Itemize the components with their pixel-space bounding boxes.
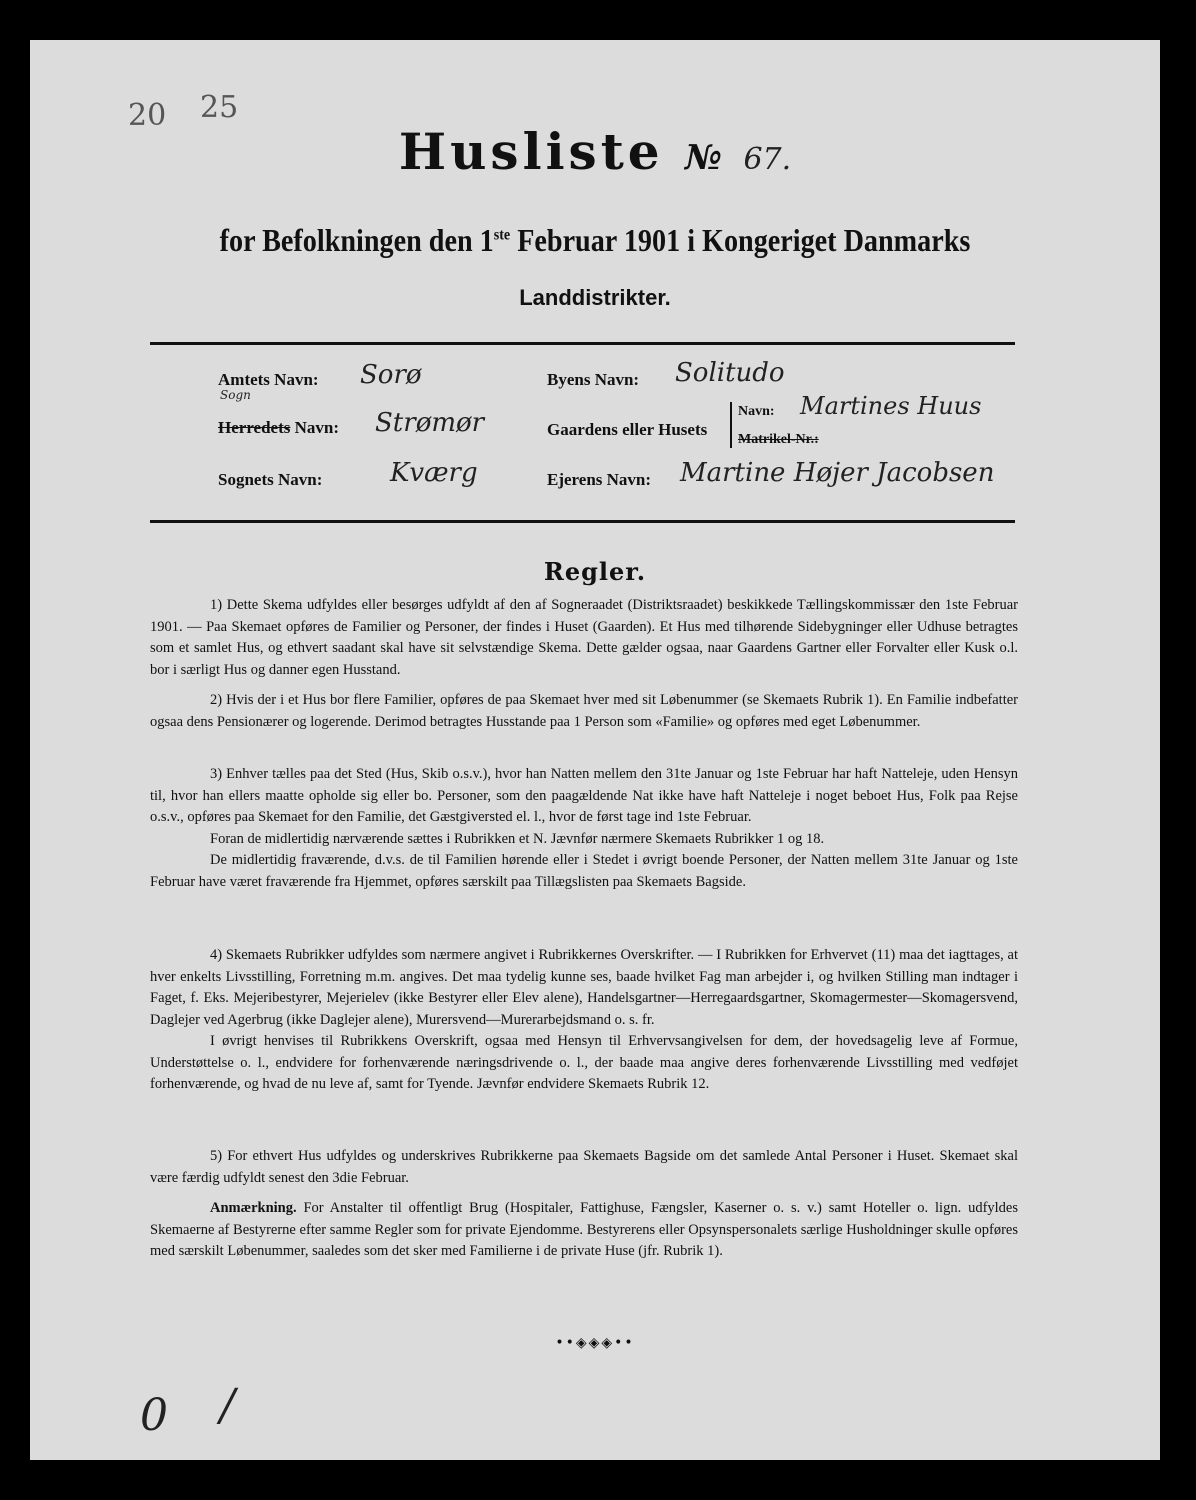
gaard-label: Gaardens eller Husets — [547, 420, 708, 439]
rules-heading: Regler. — [543, 557, 647, 586]
rule-2 — [150, 690, 1018, 733]
rule-4b-text: I øvrigt henvises til Rubrikkens Overskrift, ogsaa med Hensyn til Erhvervsangivelsen for dem, der hovedsagelig leve af Formue, Understøttelse o. l., endvidere for forhenværende næringsdrivende o. l., der baade maa angive deres forhenværende Livsstilling med vedføjet forhenværende, og hvad de nu leve af, samt for Tyende. Jævnfør endvidere Skemaets Rubrik 12. — [150, 1033, 1018, 1092]
gaard-navn-value: Martines Huus — [800, 392, 982, 420]
herred-label — [218, 418, 339, 438]
document-subtitle — [98, 222, 1092, 259]
rule-3b-text: Foran de midlertidig nærværende sættes i Rubrikken et N. Jævnfør nærmere Skemaets Rubrikker 1 og 18. — [210, 830, 825, 847]
note-text: For Anstalter til offentligt Brug (Hospitaler, Fattighuse, Fængsler, Kaserner o. s. v.) samt Hoteller o. lign. udfyldes Skemaerne af Bestyrerne efter samme Regler som for private Ejendomme. Bestyrerens eller Opsynspersonalets særlige Husholdninger skulle opføres med særskilt Løbenummer, saaledes som det sker med Familierne i de private Huse (jfr. Rubrik 1). — [150, 1200, 1018, 1259]
by-label: Byens Navn: — [547, 370, 640, 389]
subtitle-rest: Februar 1901 i Kongeriget Danmarks — [510, 222, 971, 258]
bottom-handwritten-2: / — [220, 1380, 235, 1431]
herred-label-struck: Herredets — [218, 418, 291, 437]
herred-label-text: Navn: — [290, 418, 340, 437]
amt-label: Amtets Navn: — [218, 370, 319, 389]
by-value: Solitudo — [675, 358, 785, 388]
top-rule — [150, 342, 1015, 345]
ejer-value: Martine Højer Jacobsen — [680, 458, 995, 488]
rule-1-text: 1) Dette Skema udfyldes eller besørges udfyldt af den af Sogneraadet (Distriktsraadet) beskikkede Tællingskommissær den 1ste Februar 1901. — Paa Skemaet opføres de Familier og Personer, der findes i Huset (Gaarden). Et Hus med tilhørende Sidebygninger eller Udhuse betragtes som et samlet Hus, og ethvert saadant skal have sit selvstændige Skema. Dette gælder ogsaa, naar Gaardens Gartner eller Forvalter eller Kusk o.l. bor i særligt Hus og danner egen Husstand. — [150, 597, 1018, 678]
document-page — [30, 40, 1160, 1460]
gaard-navn-label: Navn: — [738, 404, 775, 419]
document-subtitle-2: Landdistrikter. — [519, 285, 671, 310]
subtitle-main: for Befolkningen den 1 — [219, 222, 494, 258]
rule-2-text: 2) Hvis der i et Hus bor flere Familier, opføres de paa Skemaet hver med sit Løbenummer (se Skemaets Rubrik 1). En Familie indbefatter ogsaa dens Pensionærer og logerende. Derimod betragtes Husstande paa 1 Person som «Familie» og opføres med eget Løbenummer. — [150, 692, 1018, 730]
document-title — [30, 122, 1160, 181]
corner-number-1: 20 — [128, 98, 167, 133]
ornament: ••◈◈◈•• — [555, 1335, 635, 1351]
rule-1 — [150, 595, 1018, 681]
rule-4 — [150, 945, 1018, 1096]
rule-3a-text: 3) Enhver tælles paa det Sted (Hus, Skib o.s.v.), hvor han Natten mellem den 31te Januar og 1ste Februar har haft Natteleje, uden Hensyn til, hvor han ellers maatte opholde sig eller bo. Personer, som den paagældende Nat ikke have haft Natteleje i noget beboet Hus, Folk paa Rejse o.s.v., opføres paa Skemaet for den Familie, det Gæstgiversted el. l., hvor de først tage ind 1ste Februar. — [150, 766, 1018, 825]
rule-4a-text: 4) Skemaets Rubrikker udfyldes som nærmere angivet i Rubrikkernes Overskrifter. — I Rubrikken for Erhvervet (11) maa det iagttages, at hver enkelts Livsstilling, Forretning m.m. angives. Det maa tydelig kunne ses, baade hvilket Fag man arbejder i, og hvilken Stilling man indtager i Faget, f. Eks. Mejeribestyrer, Mejerielev (ikke Bestyrer eller Elev alene), Handelsgartner—Herregaardsgartner, Skomagermester—Skomagersvend, Daglejer ved Agerbrug (ikke Daglejer alene), Murersvend—Murerarbejdsmand o. s. fr. — [150, 947, 1018, 1028]
gaard-matrikel-label: Matrikel-Nr.: — [738, 432, 819, 447]
title-text: Husliste — [398, 122, 664, 181]
rule-3c-text: De midlertidig fraværende, d.v.s. de til Familien hørende eller i Stedet i øvrigt boende Personer, der Natten mellem 31te Januar og 1ste Februar have været fraværende fra Hjemmet, opføres særskilt paa Tillægslisten paa Skemaets Bagside. — [150, 852, 1018, 890]
sogn-label: Sognets Navn: — [218, 470, 323, 489]
subtitle-sup: ste — [493, 226, 511, 244]
ejer-label: Ejerens Navn: — [547, 470, 652, 489]
rule-5-text: 5) For ethvert Hus udfyldes og underskrives Rubrikkerne paa Skemaets Bagside om det samlede Antal Personer i Huset. Skemaet skal være færdig udfyldt senest den 3die Februar. — [150, 1148, 1018, 1186]
herred-prefix-handwritten: Sogn — [220, 388, 251, 402]
amt-value: Sorø — [360, 360, 422, 390]
note-label: Anmærkning. — [210, 1200, 297, 1216]
rule-3 — [150, 764, 1018, 893]
bottom-handwritten-1: 0 — [140, 1390, 168, 1441]
annotation-note — [150, 1198, 1018, 1263]
number-sign: № — [685, 138, 723, 178]
house-number-handwritten: 67. — [743, 142, 792, 177]
corner-number-2: 25 — [200, 90, 239, 125]
sogn-value: Kværg — [390, 458, 478, 488]
bottom-rule — [150, 520, 1015, 523]
herred-value: Strømør — [375, 408, 485, 438]
gaard-bracket — [730, 402, 732, 448]
rule-5 — [150, 1146, 1018, 1189]
